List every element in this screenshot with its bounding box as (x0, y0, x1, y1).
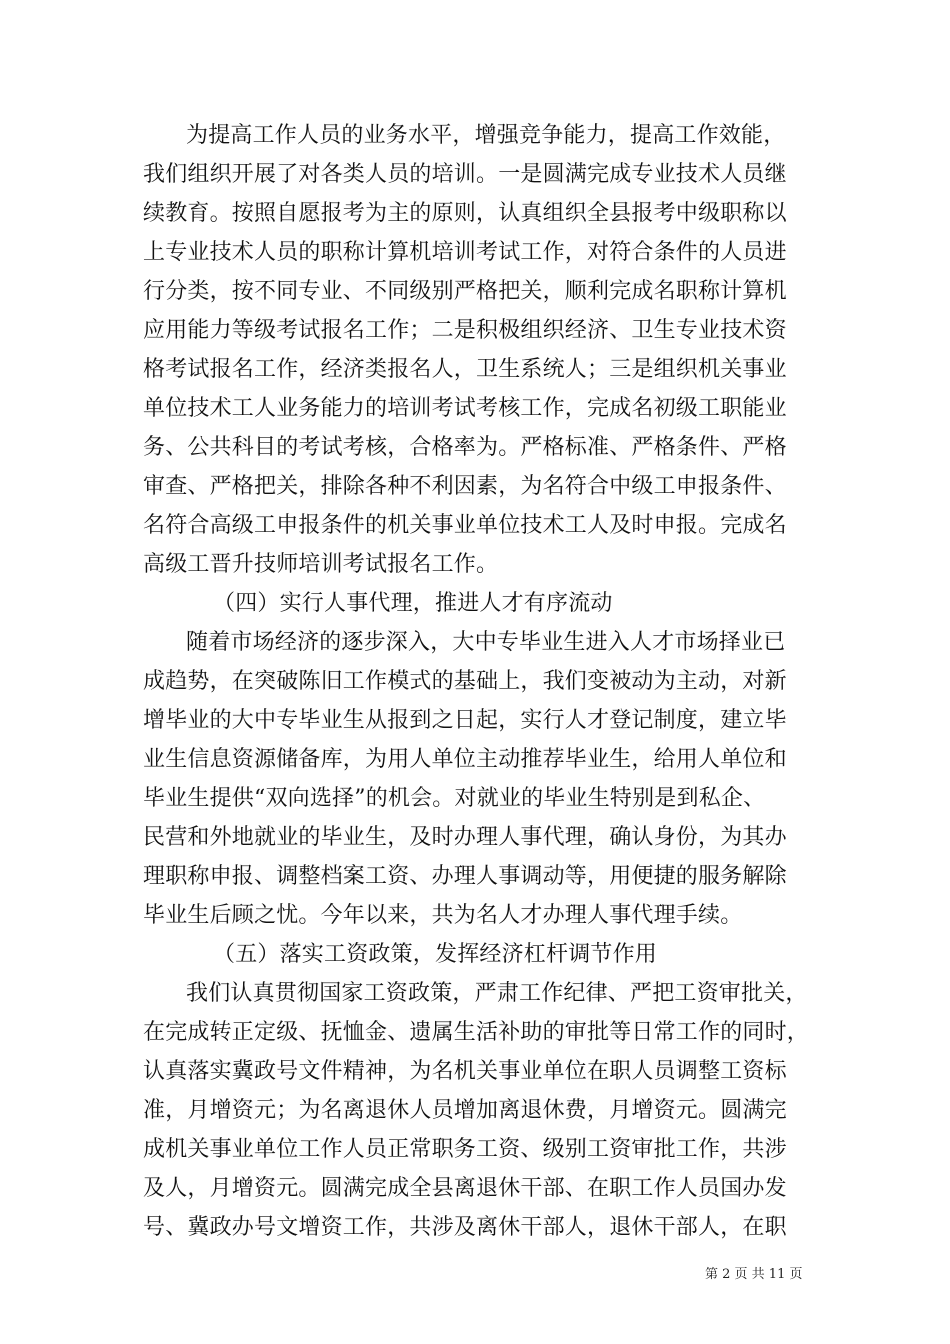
text-line: 高级工晋升技师培训考试报名工作。 (143, 552, 499, 577)
section-heading: （四）实行人事代理，推进人才有序流动 (213, 591, 613, 616)
text-line: 单位技术工人业务能力的培训考试考核工作，完成名初级工职能业 (143, 396, 787, 421)
text-line: 审查、严格把关，排除各种不利因素，为名符合中级工申报条件、 (143, 474, 787, 499)
text-line: 毕业生提供“双向选择”的机会。对就业的毕业生特别是到私企、 (143, 786, 766, 811)
text-line: 准，月增资元；为名离退休人员增加离退休费，月增资元。圆满完 (143, 1098, 787, 1123)
text-line: 格考试报名工作，经济类报名人，卫生系统人；三是组织机关事业 (143, 357, 787, 382)
text-line: 应用能力等级考试报名工作；二是积极组织经济、卫生专业技术资 (143, 318, 787, 343)
text-line: 成趋势，在突破陈旧工作模式的基础上，我们变被动为主动，对新 (143, 669, 787, 694)
text-line: 毕业生后顾之忧。今年以来，共为名人才办理人事代理手续。 (143, 903, 743, 928)
text-line: 民营和外地就业的毕业生，及时办理人事代理，确认身份，为其办 (143, 825, 787, 850)
text-line: 增毕业的大中专毕业生从报到之日起，实行人才登记制度，建立毕 (143, 708, 787, 733)
page-number: 第 2 页 共 11 页 (705, 1267, 803, 1282)
text-line: 成机关事业单位工作人员正常职务工资、级别工资审批工作，共涉 (143, 1137, 787, 1162)
text-line: 随着市场经济的逐步深入，大中专毕业生进入人才市场择业已 (186, 630, 786, 655)
text-line: 及人，月增资元。圆满完成全县离退休干部、在职工作人员国办发 (143, 1176, 787, 1201)
text-line: 我们认真贯彻国家工资政策，严肃工作纪律、严把工资审批关， (186, 981, 808, 1006)
text-line: 理职称申报、调整档案工资、办理人事调动等，用便捷的服务解除 (143, 864, 787, 889)
text-line: 认真落实冀政号文件精神，为名机关事业单位在职人员调整工资标 (143, 1059, 787, 1084)
text-line: 续教育。按照自愿报考为主的原则，认真组织全县报考中级职称以 (143, 201, 787, 226)
text-line: 业生信息资源储备库，为用人单位主动推荐毕业生，给用人单位和 (143, 747, 787, 772)
section-heading: （五）落实工资政策，发挥经济杠杆调节作用 (213, 942, 658, 967)
text-line: 为提高工作人员的业务水平，增强竞争能力，提高工作效能， (186, 123, 786, 148)
text-line: 号、冀政办号文增资工作，共涉及离休干部人，退休干部人，在职 (143, 1215, 787, 1240)
text-line: 务、公共科目的考试考核，合格率为。严格标准、严格条件、严格 (143, 435, 787, 460)
text-line: 我们组织开展了对各类人员的培训。一是圆满完成专业技术人员继 (143, 162, 787, 187)
document-body (143, 116, 813, 1247)
text-line: 上专业技术人员的职称计算机培训考试工作，对符合条件的人员进 (143, 240, 787, 265)
text-line: 在完成转正定级、抚恤金、遗属生活补助的审批等日常工作的同时， (143, 1020, 810, 1045)
text-line: 名符合高级工申报条件的机关事业单位技术工人及时申报。完成名 (143, 513, 787, 538)
text-line: 行分类，按不同专业、不同级别严格把关，顺利完成名职称计算机 (143, 279, 787, 304)
